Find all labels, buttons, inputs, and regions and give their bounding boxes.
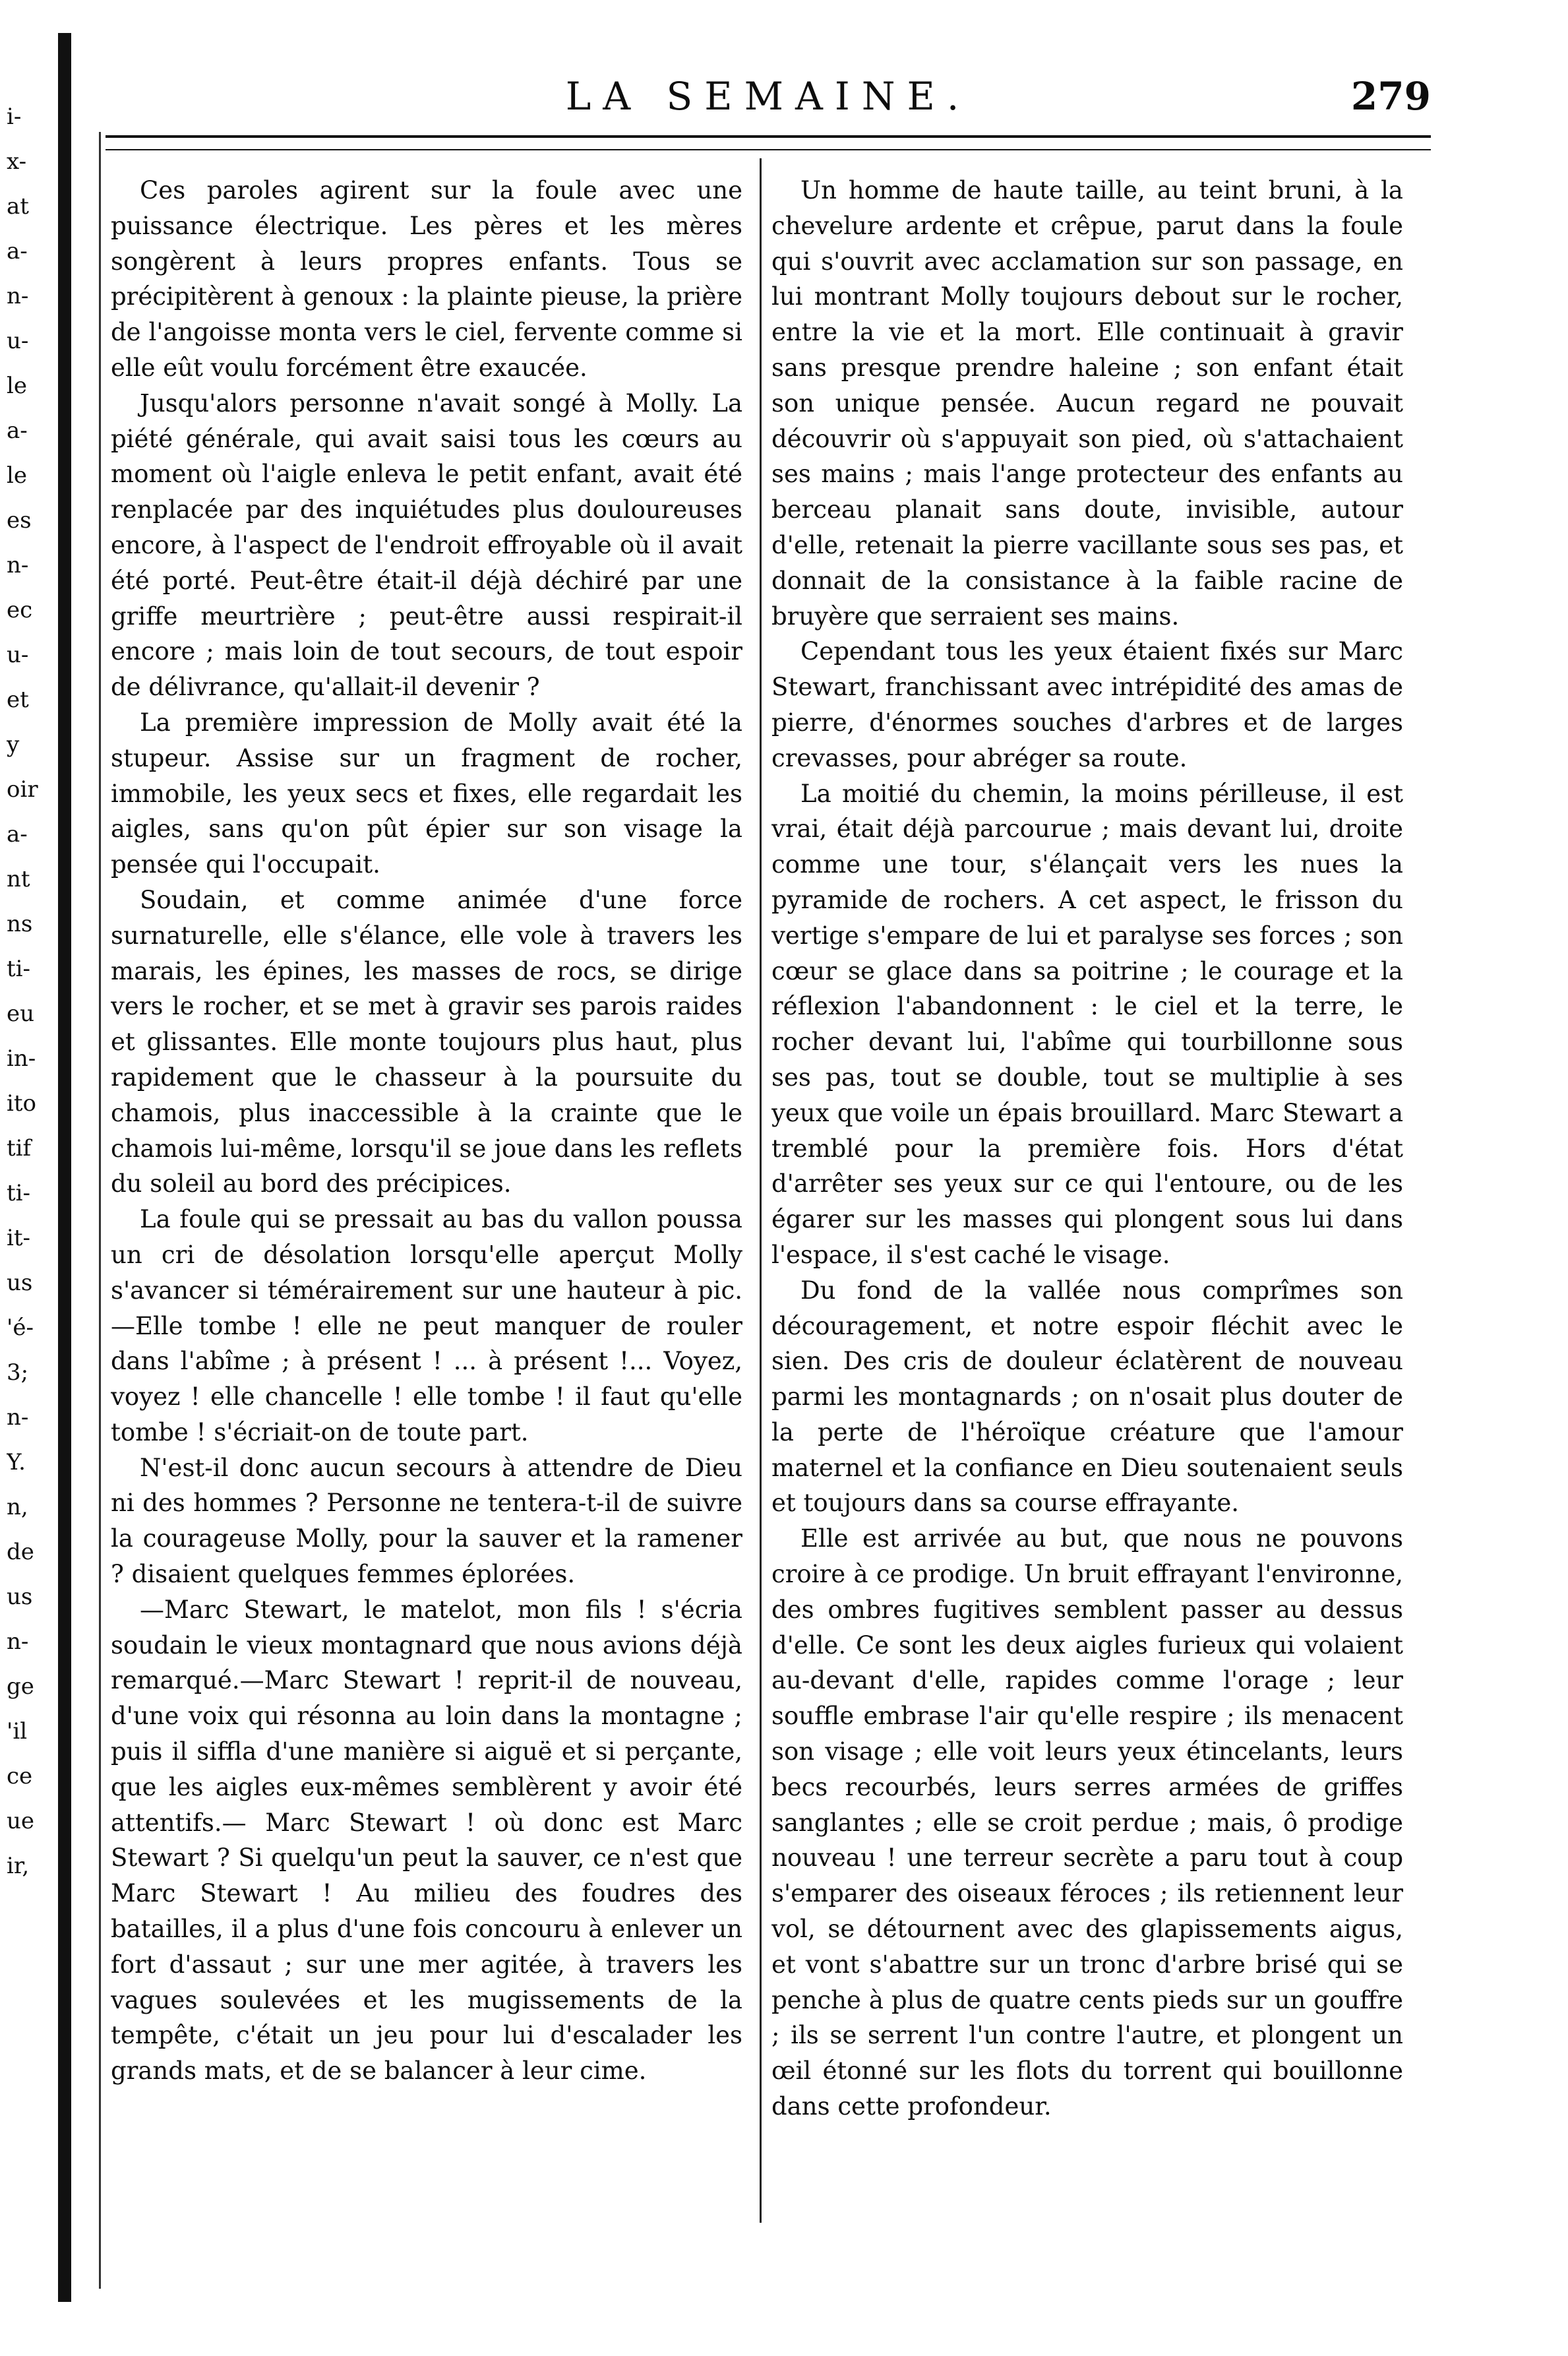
margin-fragment: at bbox=[7, 193, 29, 220]
margin-fragment: ge bbox=[7, 1673, 34, 1700]
margin-fragment: ec bbox=[7, 597, 33, 623]
paragraph: Elle est arrivée au but, que nous ne pouvons croire à ce prodige. Un bruit effrayant l'environne, des ombres fugitives semblent passer au dessus d'elle. Ce sont les deux aigles furieux qui volaient au-devant d'elle, rapides comme l'orage ; leur souffle embrase l'air qu'elle respire ; ils menacent son visage ; elle voit leurs yeux étincelants, leurs becs recourbés, leurs serres armées de griffes sanglantes ; elle se croit perdue ; mais, ô prodige nouveau ! une terreur secrète a paru tout à coup s'emparer des oiseaux féroces ; ils retiennent leur vol, se détournent avec des glapissements aigus, et vont s'abattre sur un tronc d'arbre brisé qui se penche à plus de quatre cents pieds sur un gouffre ; ils se serrent l'un contre l'autre, et plongent un œil étonné sur les flots du torrent qui bouillonne dans cette profondeur. bbox=[771, 1524, 1403, 2121]
margin-fragment: n, bbox=[7, 1494, 28, 1520]
margin-fragment: ti- bbox=[7, 1180, 31, 1206]
margin-fragment: ito bbox=[7, 1090, 37, 1117]
header-rule-thick bbox=[106, 135, 1431, 138]
paragraph: La foule qui se pressait au bas du vallon poussa un cri de désolation lorsqu'elle aperçut Molly s'avancer si témérairement sur une hauteur à pic.—Elle tombe ! elle ne peut manquer de rouler dans l'abîme ; à présent ! ... à présent !... Voyez, voyez ! elle chancelle ! elle tombe ! il faut qu'elle tombe ! s'écriait-on de toute part. bbox=[111, 1205, 742, 1446]
margin-fragment: in- bbox=[7, 1045, 36, 1072]
page-number: 279 bbox=[1350, 74, 1431, 119]
margin-fragment: ue bbox=[7, 1808, 35, 1834]
column-divider bbox=[760, 158, 762, 2223]
margin-fragment: us bbox=[7, 1270, 33, 1296]
margin-fragment: n- bbox=[7, 283, 29, 309]
margin-fragment: Y. bbox=[7, 1449, 26, 1475]
margin-fragment: es bbox=[7, 507, 32, 534]
margin-fragment: n- bbox=[7, 1404, 29, 1431]
margin-fragment: 3; bbox=[7, 1359, 29, 1386]
margin-fragment: ce bbox=[7, 1763, 33, 1789]
margin-fragment: it- bbox=[7, 1225, 31, 1251]
margin-fragment: le bbox=[7, 373, 27, 399]
margin-fragment: u- bbox=[7, 642, 29, 668]
paragraph: Cependant tous les yeux étaient fixés sur Marc Stewart, franchissant avec intrépidité des amas de pierre, d'énormes souches d'arbres et de larges crevasses, pour abréger sa route. bbox=[771, 637, 1403, 772]
margin-fragment: 'é- bbox=[7, 1315, 34, 1341]
margin-fragment: a- bbox=[7, 238, 28, 264]
paragraph: Jusqu'alors personne n'avait songé à Molly. La piété générale, qui avait saisi tous les cœurs au moment où l'aigle enleva le petit enfant, avait été renplacée par des inquiétudes plus douloureuses encore, à l'aspect de l'endroit effroyable où il avait été porté. Peut-être était-il déjà déchiré par une griffe meurtrière ; peut-être aussi respirait-il encore ; mais loin de tout secours, de tout espoir de délivrance, qu'allait-il devenir ? bbox=[111, 388, 742, 702]
margin-fragment: i- bbox=[7, 106, 22, 130]
page-header bbox=[106, 74, 1431, 127]
header-rule-thin bbox=[106, 149, 1431, 150]
margin-fragment: x- bbox=[7, 148, 27, 175]
margin-fragment: u- bbox=[7, 328, 29, 354]
margin-fragment: a- bbox=[7, 418, 28, 444]
margin-fragment: ir, bbox=[7, 1853, 30, 1879]
paragraph: Soudain, et comme animée d'une force surnaturelle, elle s'élance, elle vole à travers les marais, les épines, les masses de rocs, se dirige vers le rocher, et se met à gravir ses parois raides et glissantes. Elle monte toujours plus haut, plus rapidement que le chasseur à la poursuite du chamois, plus inaccessible à la crainte que le chamois lui-même, lorsqu'il se joue dans les reflets du soleil au bord des précipices. bbox=[111, 885, 742, 1198]
left-column bbox=[111, 173, 742, 2244]
margin-fragment: ns bbox=[7, 911, 33, 937]
running-title: LA SEMAINE. bbox=[565, 74, 971, 119]
margin-fragment: ti- bbox=[7, 956, 31, 982]
right-column bbox=[771, 173, 1403, 2244]
margin-fragment: 'il bbox=[7, 1718, 28, 1745]
gutter-line bbox=[99, 132, 101, 2289]
margin-fragment: a- bbox=[7, 821, 28, 848]
paragraph: La première impression de Molly avait été la stupeur. Assise sur un fragment de rocher, immobile, les yeux secs et fixes, elle regardait les aigles, sans qu'on pût épier sur son visage la pensée qui l'occupait. bbox=[111, 708, 742, 879]
margin-fragment: nt bbox=[7, 866, 30, 892]
margin-fragment: de bbox=[7, 1539, 34, 1565]
margin-fragment: us bbox=[7, 1584, 33, 1610]
margin-fragment: et bbox=[7, 687, 29, 713]
paragraph: Du fond de la vallée nous comprîmes son découragement, et notre espoir fléchit avec le sien. Des cris de douleur éclatèrent de nouveau parmi les montagnards ; on n'osait plus douter de la perte de l'héroïque créature que l'amour maternel et la confiance en Dieu soutenaient seuls et toujours dans sa course effrayante. bbox=[771, 1276, 1403, 1518]
adjacent-page-fragments bbox=[7, 106, 58, 2295]
margin-fragment: n- bbox=[7, 1628, 29, 1655]
paragraph: N'est-il donc aucun secours à attendre de Dieu ni des hommes ? Personne ne tentera-t-il de suivre la courageuse Molly, pour la sauver et la ramener ? disaient quelques femmes éplorées. bbox=[111, 1453, 742, 1589]
margin-fragment: oir bbox=[7, 776, 38, 803]
margin-fragment: n- bbox=[7, 552, 29, 578]
binding-gutter bbox=[58, 33, 71, 2302]
margin-fragment: eu bbox=[7, 1001, 35, 1027]
margin-fragment: tif bbox=[7, 1135, 32, 1162]
paragraph: —Marc Stewart, le matelot, mon fils ! s'écria soudain le vieux montagnard que nous avions déjà remarqué.—Marc Stewart ! reprit-il de nouveau, d'une voix qui résonna au loin dans la montagne ; puis il siffla d'une manière si aiguë et si perçante, que les aigles eux-mêmes semblèrent y avoir été attentifs.— Marc Stewart ! où donc est Marc Stewart ? Si quelqu'un peut la sauver, ce n'est que Marc Stewart ! Au milieu des foudres des batailles, il a plus d'une fois concouru à enlever un fort d'assaut ; sur une mer agitée, à travers les vagues soulevées et les mugissements de la tempête, c'était un jeu pour lui d'escalader les grands mats, et de se balancer à leur cime. bbox=[111, 1595, 742, 2086]
margin-fragment: y bbox=[7, 731, 20, 758]
paragraph: Un homme de haute taille, au teint bruni, à la chevelure ardente et crêpue, parut dans la foule qui s'ouvrit avec acclamation sur son passage, en lui montrant Molly toujours debout sur le rocher, entre la vie et la mort. Elle continuait à gravir sans presque prendre haleine ; son enfant était son unique pensée. Aucun regard ne pouvait découvrir où s'appuyait son pied, où s'attachaient ses mains ; mais l'ange protecteur des enfants au berceau planait sans doute, invisible, autour d'elle, retenait la pierre vacillante sous ses pas, et donnait de la consistance à la faible racine de bruyère que serraient ses mains. bbox=[771, 176, 1403, 631]
paragraph: Ces paroles agirent sur la foule avec une puissance électrique. Les pères et les mères songèrent à leurs propres enfants. Tous se précipitèrent à genoux : la plainte pieuse, la prière de l'angoisse monta vers le ciel, fervente comme si elle eût voulu forcément être exaucée. bbox=[111, 176, 742, 382]
paragraph: La moitié du chemin, la moins périlleuse, il est vrai, était déjà parcourue ; mais devant lui, droite comme une tour, s'élançait vers les nues la pyramide de rochers. A cet aspect, le frisson du vertige s'empare de lui et paralyse ses forces ; son cœur se glace dans sa poitrine ; le courage et la réflexion l'abandonnent : le ciel et la terre, le rocher devant lui, l'abîme qui tourbillonne sous ses pas, tout se double, tout se multiplie à ses yeux que voile un épais brouillard. Marc Stewart a tremblé pour la première fois. Hors d'état d'arrêter ses yeux sur ce qui l'entoure, ou de les égarer sur les masses qui plongent sous lui dans l'espace, il s'est caché le visage. bbox=[771, 779, 1403, 1269]
margin-fragment: le bbox=[7, 462, 27, 489]
